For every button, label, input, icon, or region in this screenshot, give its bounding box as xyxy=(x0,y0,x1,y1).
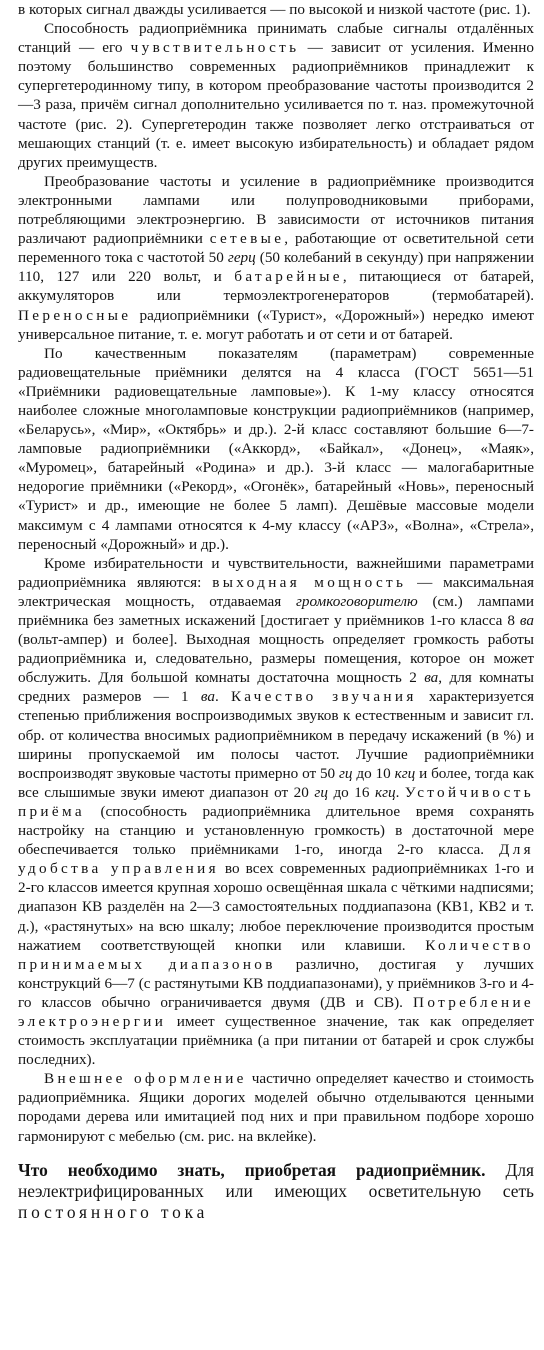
spaced-term: сетевые xyxy=(209,230,285,248)
text-run: — максимальная электрическая мощность, отдаваемая xyxy=(18,573,534,610)
italic-term: гц xyxy=(339,764,353,782)
spaced-term: Потребление электроэнергии xyxy=(18,993,534,1030)
section-heading: Что необходимо знать, приобретая радиоприёмник. xyxy=(18,1159,486,1180)
italic-term: ва xyxy=(424,669,439,687)
spaced-term: Внешнее оформление xyxy=(44,1070,247,1088)
text-run: По качественным показателям (параметрам) современные радиовещательные приёмники делятся на 4 класса (ГОСТ 5651—51 «Приёмники радиовещательные ламповые»). К 1-му классу относятся наиболее сложные многоламповые конструкции радиоприёмников (например, «Беларусь», «Мир», «Октябрь» и др.). 2-й класс составляют большие 6—7-ламповые радиоприёмники («Аккорд», «Байкал», «Донец», «Маяк», «Муромец», батарейный «Родина» и др.). 3-й класс — малогабаритные недорогие приёмники («Рекорд», «Огонёк», батарейный «Новь», переносный «Турист» и др., имеющие не более 5 ламп). Дешёвые массовые модели максимум с 4 лампами относятся к 4-му классу («АРЗ», «Волна», «Стрела», переносный «Дорожный» и др.). xyxy=(18,344,534,553)
text-run: — зависит от усиления. Именно поэтому большинство современных радиоприёмников принадлежит к супергетеродинному типу, в котором преобразование частоты производится 2—3 раза, причём сигнал дополнительно усиливается по т. наз. промежуточной частоте (рис. 2). Супергетеродин также позволяет легко отстраиваться от мешающих станций (т. е. имеет высокую избирательность) и обладает рядом других преимуществ. xyxy=(18,39,534,171)
spaced-term: батарейные xyxy=(234,268,343,286)
italic-term: гц xyxy=(314,783,328,801)
spaced-term: Количество принимаемых диапазонов xyxy=(18,936,534,973)
text-run: характеризуется степенью приближения воспроизводимых звуков к естественным и зависит гл. обр. от количества вносимых радиоприёмником в передачу искажений (в %) и ширины пропускаемой им полосы частот. Лучшие радиоприёмники воспроизводят звуковые частоты примерно от 50 xyxy=(18,688,535,782)
section-paragraph xyxy=(18,1160,534,1223)
spaced-term: Устойчивость приёма xyxy=(18,783,534,820)
italic-term: кгц xyxy=(374,783,396,801)
text-run: во всех современных радиоприёмниках 1-го и 2-го классов имеется крупная хорошо освещённая шкала с чёткими надписями; диапазон КВ разделён на 2—3 самостоятельных поддиапазона (КВ1, КВ2 и т. д.), «растянутых» на всю шкалу; любое переключение производится простым нажатием соответствующей кнопки или клавиши. xyxy=(18,860,534,954)
italic-term: ва xyxy=(200,688,215,706)
spaced-term: Для удобства управления xyxy=(18,841,534,878)
text-run: до 10 xyxy=(352,764,395,782)
text-run: до 16 xyxy=(327,783,375,801)
text-run: и более, тогда как все слышимые звуки имеют диапазон от 20 xyxy=(18,764,534,801)
text-run: , питающиеся от батарей, аккумуляторов или термоэлектрогенераторов (термобатарей). xyxy=(18,268,534,305)
spaced-term: выходная мощность xyxy=(212,573,407,591)
text-run: . xyxy=(395,783,405,801)
spaced-term: Переносные xyxy=(18,306,132,324)
spaced-term: постоянного тока xyxy=(18,1201,209,1222)
paragraph xyxy=(18,0,534,19)
italic-term: громкоговорителю xyxy=(296,592,418,610)
text-run: . xyxy=(214,688,231,706)
italic-term: ва xyxy=(519,612,534,629)
spaced-term: чувствительность xyxy=(130,39,300,57)
text-run: Преобразование частоты и усиление в радиоприёмнике производится электронными лампами или полупроводниковыми приборами, потребляющими электроэнергию. В зависимости от источников питания различают радиоприёмники xyxy=(18,172,534,248)
text-run: (способность радиоприёмника длительное время сохранять настройку на станцию и установленную громкость) в достаточной мере обеспечивается только приёмниками 1-го, иногда 2-го класса. xyxy=(18,802,534,859)
article-body xyxy=(18,0,534,1146)
text-run: радиоприёмники («Турист», «Дорожный») нередко имеют универсальное питание, т. е. могут работать и от сети и от батарей. xyxy=(18,306,534,343)
text-run: Кроме избирательности и чувствительности, важнейшими параметрами радиоприёмника являются: xyxy=(18,554,534,591)
text-run: Для неэлектрифицированных или имеющих осветительную сеть xyxy=(18,1159,534,1201)
italic-term: герц xyxy=(227,249,256,267)
text-run: в которых сигнал дважды усиливается — по высокой и низкой частоте (рис. 1). xyxy=(18,1,531,18)
text-run: , для комнаты средних размеров — 1 xyxy=(18,669,534,706)
text-run: , работающие от осветительной сети переменного тока с частотой 50 xyxy=(18,230,534,267)
paragraph xyxy=(18,1069,534,1145)
text-run: (см.) лампами приёмника без заметных искажений [достигает у приёмников 1-го класса 8 xyxy=(18,592,534,629)
text-run: частично определяет качество и стоимость радиоприёмника. Ящики дорогих моделей обычно отделываются ценными породами дерева или имитацией под них и при правильном подборе хорошо гармонируют с мебелью (см. рис. на вклейке). xyxy=(18,1070,534,1145)
text-run: (50 колебаний в секунду) при напряжении 110, 127 или 220 вольт, и xyxy=(18,249,534,286)
spaced-term: Качество звучания xyxy=(230,688,417,706)
paragraph xyxy=(18,344,534,554)
paragraph xyxy=(18,554,534,1070)
text-run: Способность радиоприёмника принимать слабые сигналы отдалённых станций — его xyxy=(18,20,534,57)
text-run: имеет существенное значение, так как определяет стоимость эксплуатации приёмника (а при питании от батарей и срок службы последних). xyxy=(18,1012,534,1069)
paragraph xyxy=(18,19,534,172)
text-run: (вольт-ампер) и более]. Выходная мощность определяет громкость работы радиоприёмника и, следовательно, размеры помещения, которое он может обслужить. Для большой комнаты достаточна мощность 2 xyxy=(18,631,534,687)
paragraph xyxy=(18,172,534,344)
italic-term: кгц xyxy=(394,764,416,782)
text-run: различно, достигая у лучших конструкций 6—7 (с растянутыми КВ поддиапазонами), у приёмников 3-го и 4-го классов обычно ограничивается двумя (ДВ и СВ). xyxy=(18,955,534,1011)
